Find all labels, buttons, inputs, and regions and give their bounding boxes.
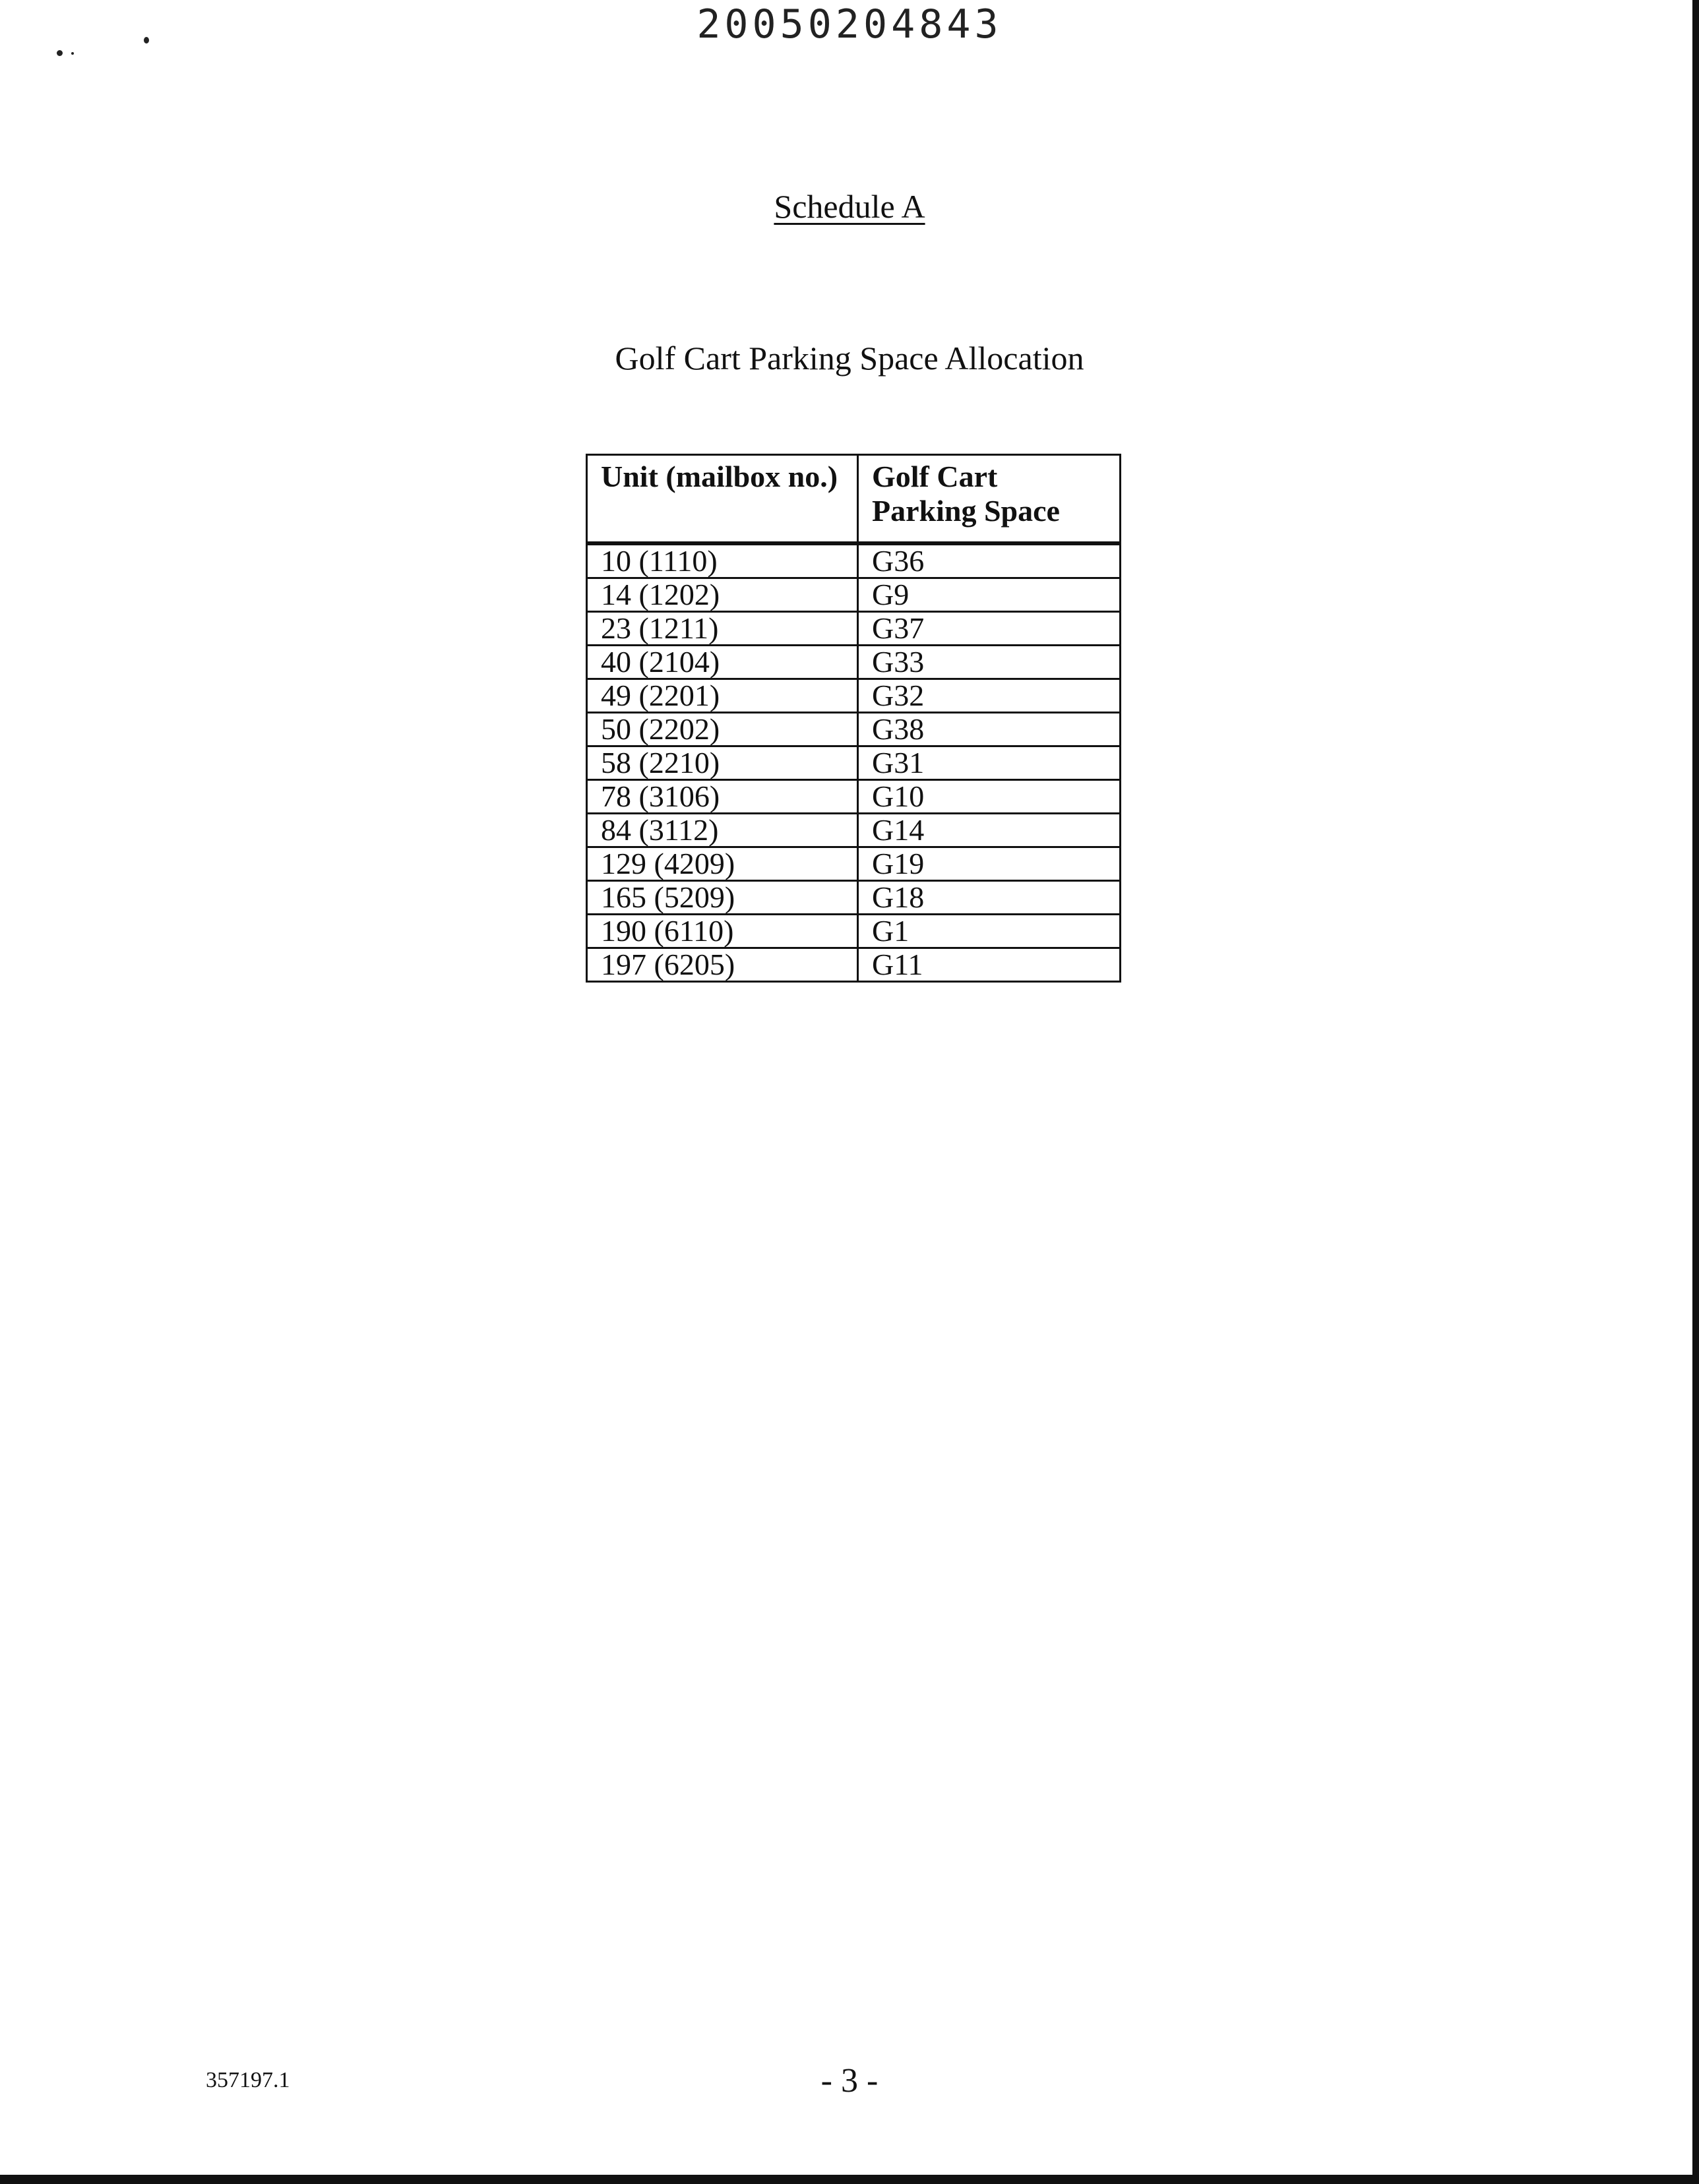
- cell-unit: 23 (1211): [587, 612, 858, 646]
- cell-parking-space: G14: [858, 814, 1121, 847]
- table-row: [587, 915, 1121, 948]
- table-body: [587, 543, 1121, 982]
- cell-parking-space: G9: [858, 578, 1121, 612]
- cell-parking-space: G11: [858, 948, 1121, 982]
- table-row: [587, 847, 1121, 881]
- cell-parking-space: G10: [858, 780, 1121, 814]
- table-row: [587, 746, 1121, 780]
- table-row: [587, 679, 1121, 713]
- cell-parking-space: G18: [858, 881, 1121, 915]
- table-title: Golf Cart Parking Space Allocation: [615, 340, 1084, 377]
- table-row: [587, 646, 1121, 679]
- schedule-title: Schedule A: [774, 188, 925, 225]
- cell-unit: 40 (2104): [587, 646, 858, 679]
- table-row: [587, 543, 1121, 578]
- cell-parking-space: G32: [858, 679, 1121, 713]
- cell-parking-space: G31: [858, 746, 1121, 780]
- table-header-row: [587, 455, 1121, 544]
- table-row: [587, 578, 1121, 612]
- header-parking-space-line2: Parking Space: [872, 494, 1060, 528]
- cell-unit: 50 (2202): [587, 713, 858, 746]
- cell-parking-space: G38: [858, 713, 1121, 746]
- header-parking-space-line1: Golf Cart: [872, 460, 998, 493]
- cell-parking-space: G19: [858, 847, 1121, 881]
- cell-unit: 49 (2201): [587, 679, 858, 713]
- document-number: 20050204843: [696, 1, 1003, 47]
- table-row: [587, 612, 1121, 646]
- cell-unit: 14 (1202): [587, 578, 858, 612]
- footer-document-id: 357197.1: [206, 2068, 290, 2092]
- cell-unit: 129 (4209): [587, 847, 858, 881]
- table-row: [587, 814, 1121, 847]
- scan-speck: [57, 50, 63, 56]
- table-row: [587, 713, 1121, 746]
- table-row: [587, 948, 1121, 982]
- cell-unit: 84 (3112): [587, 814, 858, 847]
- table-row: [587, 780, 1121, 814]
- cell-parking-space: G33: [858, 646, 1121, 679]
- allocation-table: [586, 454, 1121, 983]
- table-row: [587, 881, 1121, 915]
- cell-parking-space: G37: [858, 612, 1121, 646]
- cell-unit: 197 (6205): [587, 948, 858, 982]
- page-number: - 3 -: [820, 2062, 879, 2100]
- cell-unit: 10 (1110): [587, 543, 858, 578]
- cell-unit: 78 (3106): [587, 780, 858, 814]
- cell-parking-space: G36: [858, 543, 1121, 578]
- scan-speck: [71, 52, 74, 55]
- cell-parking-space: G1: [858, 915, 1121, 948]
- cell-unit: 58 (2210): [587, 746, 858, 780]
- cell-unit: 190 (6110): [587, 915, 858, 948]
- header-parking-space: [858, 455, 1121, 544]
- header-unit: Unit (mailbox no.): [587, 455, 858, 544]
- scan-speck: [144, 37, 149, 44]
- cell-unit: 165 (5209): [587, 881, 858, 915]
